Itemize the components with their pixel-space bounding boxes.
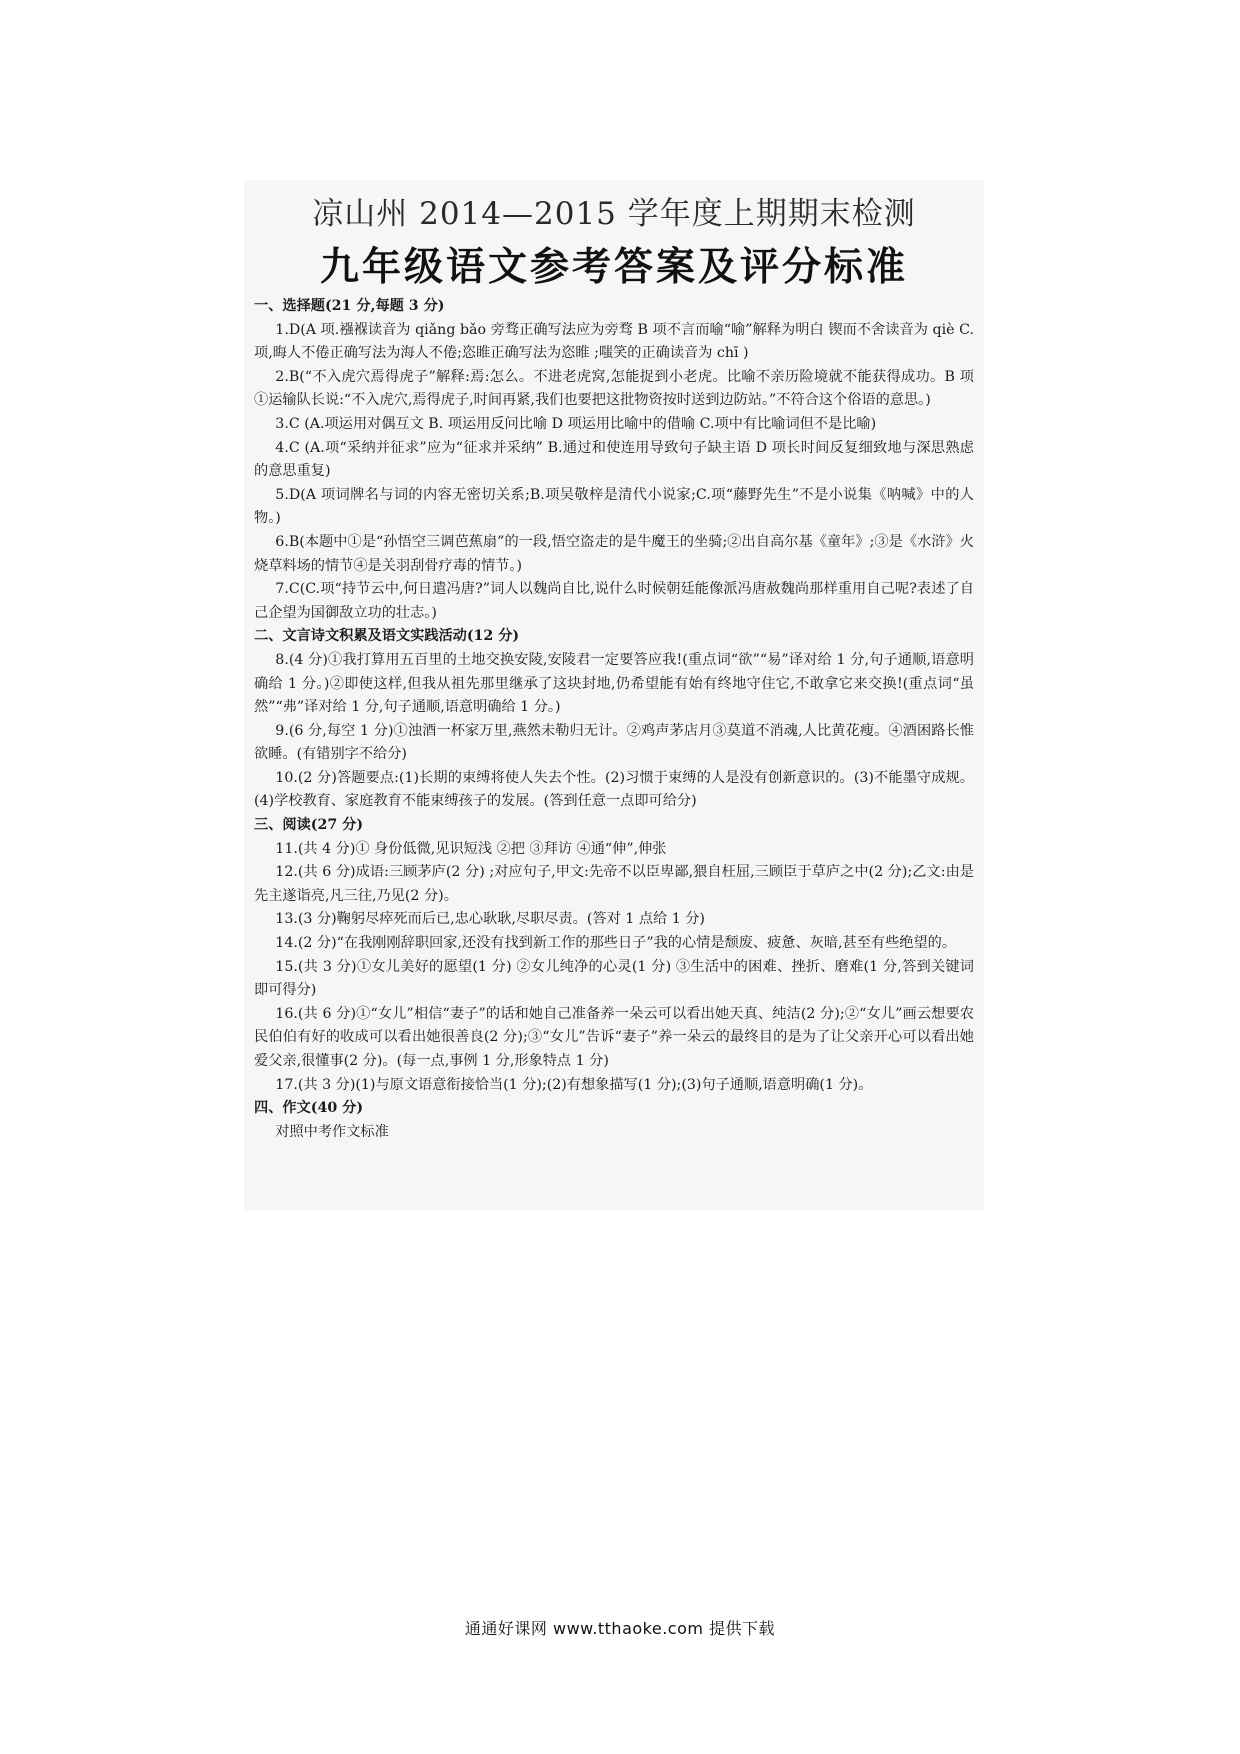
answer-item: 8.(4 分)①我打算用五百里的土地交换安陵,安陵君一定要答应我!(重点词“欲”“易”译对给 1 分,句子通顺,语意明确给 1 分。)②即使这样,但我从祖先那里继承了这块封地,仍希望能有始有终地守住它,不敢拿它来交换!(重点词“虽然”“弗”译对给 1 分,句子通顺,语意明确给 1 分。) [254,651,974,716]
download-footer: 通通好课网 www.tthaoke.com 提供下载 [464,1619,776,1638]
answer-item: 7.C(C.项“持节云中,何日遣冯唐?”词人以魏尚自比,说什么时候朝廷能像派冯唐赦魏尚那样重用自己呢?表述了自己企望为国御敌立功的壮志。) [254,581,974,621]
answer-item: 15.(共 3 分)①女儿美好的愿望(1 分) ②女儿纯净的心灵(1 分) ③生活中的困难、挫折、磨难(1 分,答到关键词即可得分) [254,958,974,999]
answer-item: 14.(2 分)“在我刚刚辞职回家,还没有找到新工作的那些日子”我的心情是颓废、疲惫、灰暗,甚至有些绝望的。 [275,935,957,952]
answer-content [254,295,974,1144]
answer-item: 16.(共 6 分)①“女儿”相信“妻子”的话和她自己准备养一朵云可以看出她天真、纯洁(2 分);②“女儿”画云想要农民伯伯有好的收成可以看出她很善良(2 分);③“女儿”告诉“妻子”养一朵云的最终目的是为了让父亲开心可以看出她爱父亲,很懂事(2 分)。(每一点,事例 1 分,形象特点 1 分) [254,1005,974,1069]
answer-item: 12.(共 6 分)成语:三顾茅庐(2 分) ;对应句子,甲文:先帝不以臣卑鄙,猥自枉屈,三顾臣于草庐之中(2 分);乙文:由是先主遂诣亮,凡三往,乃见(2 分)。 [254,864,974,904]
answer-item: 17.(共 3 分)(1)与原文语意衔接恰当(1 分);(2)有想象描写(1 分);(3)句子通顺,语意明确(1 分)。 [275,1076,873,1093]
exam-title: 凉山州 2014—2015 学年度上期期末检测 [312,196,916,232]
section-heading: 三、阅读(27 分) [254,817,364,834]
section-heading: 二、文言诗文积累及语文实践活动(12 分) [254,628,520,645]
scanned-answer-sheet [244,180,984,1210]
answer-item: 4.C (A.项“采纳并征求”应为“征求并采纳” B.通过和使连用导致句子缺主语 D 项长时间反复细致地与深思熟虑的意思重复) [254,439,974,480]
answer-item: 3.C (A.项运用对偶互文 B. 项运用反问比喻 D 项运用比喻中的借喻 C.项中有比喻词但不是比喻) [275,415,877,432]
answer-item: 9.(6 分,每空 1 分)①浊酒一杯家万里,燕然未勒归无计。②鸡声茅店月③莫道不消魂,人比黄花瘦。④酒困路长惟欲睡。(有错别字不给分) [254,722,974,763]
document-title: 九年级语文参考答案及评分标准 [319,244,908,290]
answer-item: 2.B(“不入虎穴焉得虎子”解释:焉:怎么。不进老虎窝,怎能捉到小老虎。比喻不亲历险境就不能获得成功。B 项 ①运输队长说:“不入虎穴,焉得虎子,时间再紧,我们也要把这批物资按时送到边防站。”不符合这个俗语的意思。) [254,368,974,409]
answer-item: 13.(3 分)鞠躬尽瘁死而后已,忠心耿耿,尽职尽责。(答对 1 点给 1 分) [275,911,705,928]
answer-item: 10.(2 分)答题要点:(1)长期的束缚将使人失去个性。(2)习惯于束缚的人是没有创新意识的。(3)不能墨守成规。(4)学校教育、家庭教育不能束缚孩子的发展。(答到任意一点即可给分) [254,769,974,810]
answer-item: 6.B(本题中①是“孙悟空三调芭蕉扇”的一段,悟空盗走的是牛魔王的坐骑;②出自高尔基《童年》;③是《水浒》火烧草料场的情节④是关羽刮骨疗毒的情节。) [254,533,974,574]
section-heading: 一、选择题(21 分,每题 3 分) [254,298,445,314]
answer-item: 1.D(A 项.襁褓读音为 qiǎng bǎo 旁骛正确写法应为旁骛 B 项不言而喻“喻”解释为明白 锲而不舍读音为 qiè C.项,晦人不倦正确写法为海人不倦;恣睢正确写法为恣睢 ;嗤笑的正确读音为 chī ) [254,321,974,362]
answer-item: 对照中考作文标准 [275,1123,389,1140]
section-heading: 四、作文(40 分) [254,1100,364,1117]
answer-item: 11.(共 4 分)① 身份低微,见识短浅 ②把 ③拜访 ④通“伸”,伸张 [275,840,667,857]
answer-item: 5.D(A 项词牌名与词的内容无密切关系;B.项吴敬梓是清代小说家;C.项“藤野先生”不是小说集《呐喊》中的人物。) [254,486,974,527]
